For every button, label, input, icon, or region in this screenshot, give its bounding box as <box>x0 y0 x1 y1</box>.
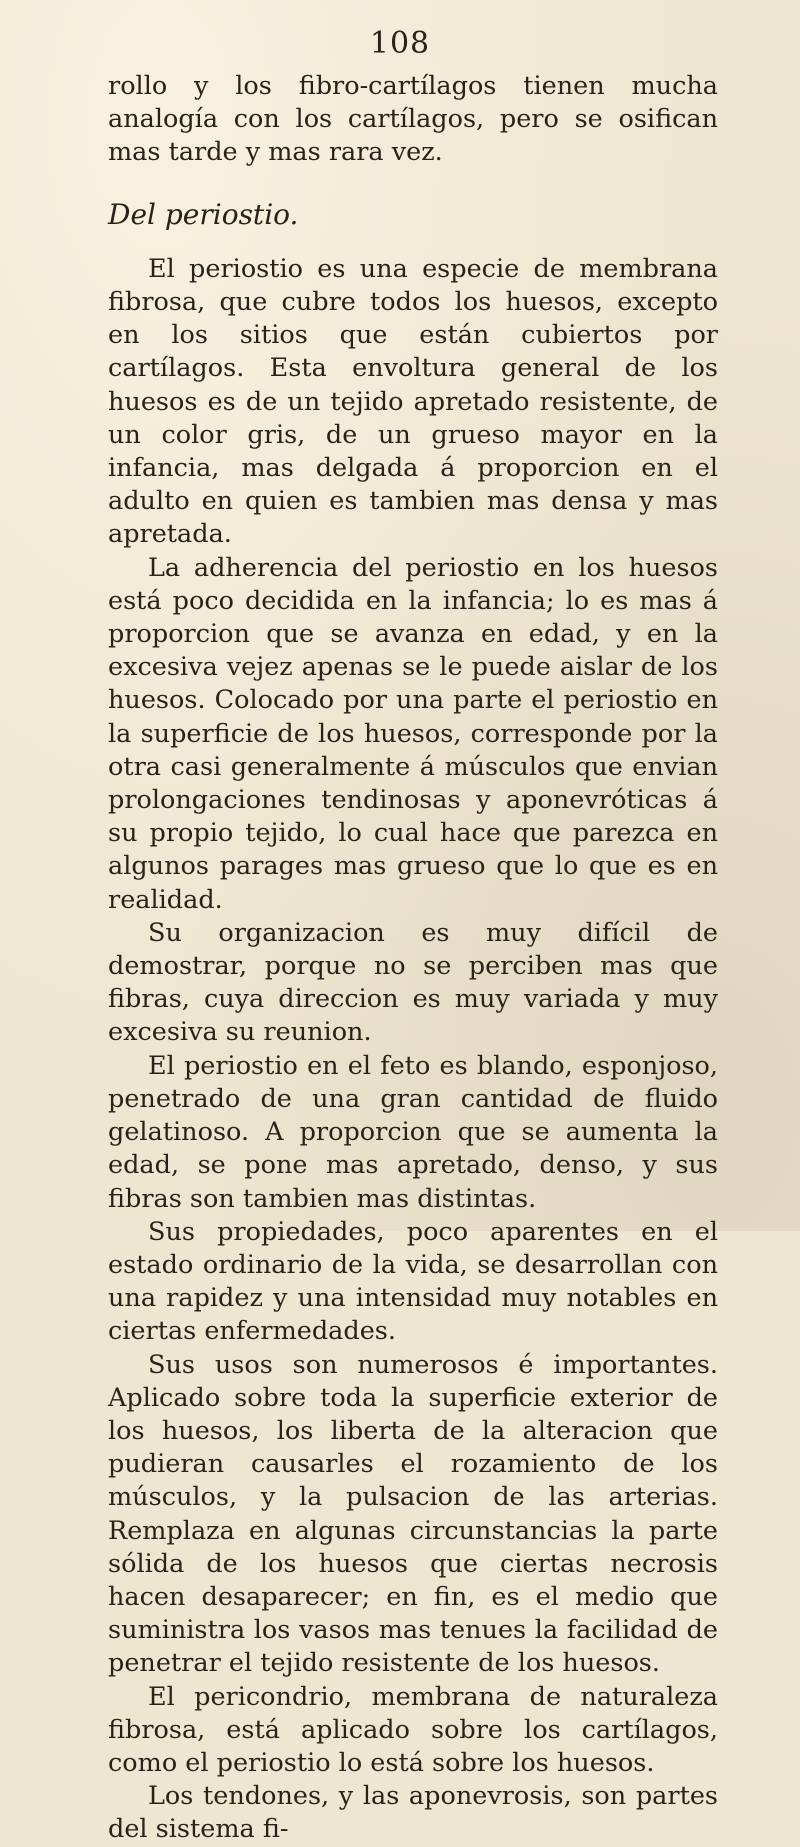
intro-paragraph: rollo y los fibro-cartílagos tienen mucha analogía con los cartílagos, pero se osifican mas tarde y mas rara vez. <box>108 71 718 168</box>
paragraph: El periostio en el feto es blando, esponjoso, penetrado de una gran cantidad de fluido gelatinoso. A proporcion que se aumenta la edad, se pone mas apretado, denso, y sus fibras son tambien mas distintas. <box>108 1050 718 1214</box>
paragraph: Los tendones, y las aponevrosis, son partes del sistema fi- <box>108 1781 718 1845</box>
paragraph: La adherencia del periostio en los huesos está poco decidida en la infancia; lo es mas á proporcion que se avanza en edad, y en la excesiva vejez apenas se le puede aislar de los huesos. Colocado por una parte el periostio en la superficie de los huesos, corresponde por la otra casi generalmente á músculos que envian prolongaciones tendinosas y aponevróticas á su propio tejido, lo cual hace que parezca en algunos parages mas grueso que lo que es en realidad. <box>108 552 718 915</box>
paragraph: Sus usos son numerosos é importantes. Aplicado sobre toda la superficie exterior de los huesos, los liberta de la alteracion que pudieran causarles el rozamiento de los músculos, y la pulsacion de las arterias. Remplaza en algunas circunstancias la parte sólida de los huesos que ciertas necrosis hacen desaparecer; en fin, es el medio que suministra los vasos mas tenues la facilidad de penetrar el tejido resistente de los huesos. <box>108 1349 718 1679</box>
paragraph: El pericondrio, membrana de naturaleza fibrosa, está aplicado sobre los cartílagos, como el periostio lo está sobre los huesos. <box>108 1681 718 1778</box>
paragraph: Sus propiedades, poco aparentes en el estado ordinario de la vida, se desarrollan con una rapidez y una intensidad muy notables en ciertas enfermedades. <box>108 1216 718 1347</box>
section-heading: Del periostio. <box>108 197 299 231</box>
paragraph: Su organizacion es muy difícil de demostrar, porque no se perciben mas que fibras, cuya direccion es muy variada y muy excesiva su reunion. <box>108 917 718 1048</box>
page-number: 108 <box>369 26 431 61</box>
page-text <box>108 70 718 1847</box>
paragraph: El periostio es una especie de membrana fibrosa, que cubre todos los huesos, excepto en los sitios que están cubiertos por cartílagos. Esta envoltura general de los huesos es de un tejido apretado resistente, de un color gris, de un grueso mayor en la infancia, mas delgada á proporcion en el adulto en quien es tambien mas densa y mas apretada. <box>108 253 718 550</box>
